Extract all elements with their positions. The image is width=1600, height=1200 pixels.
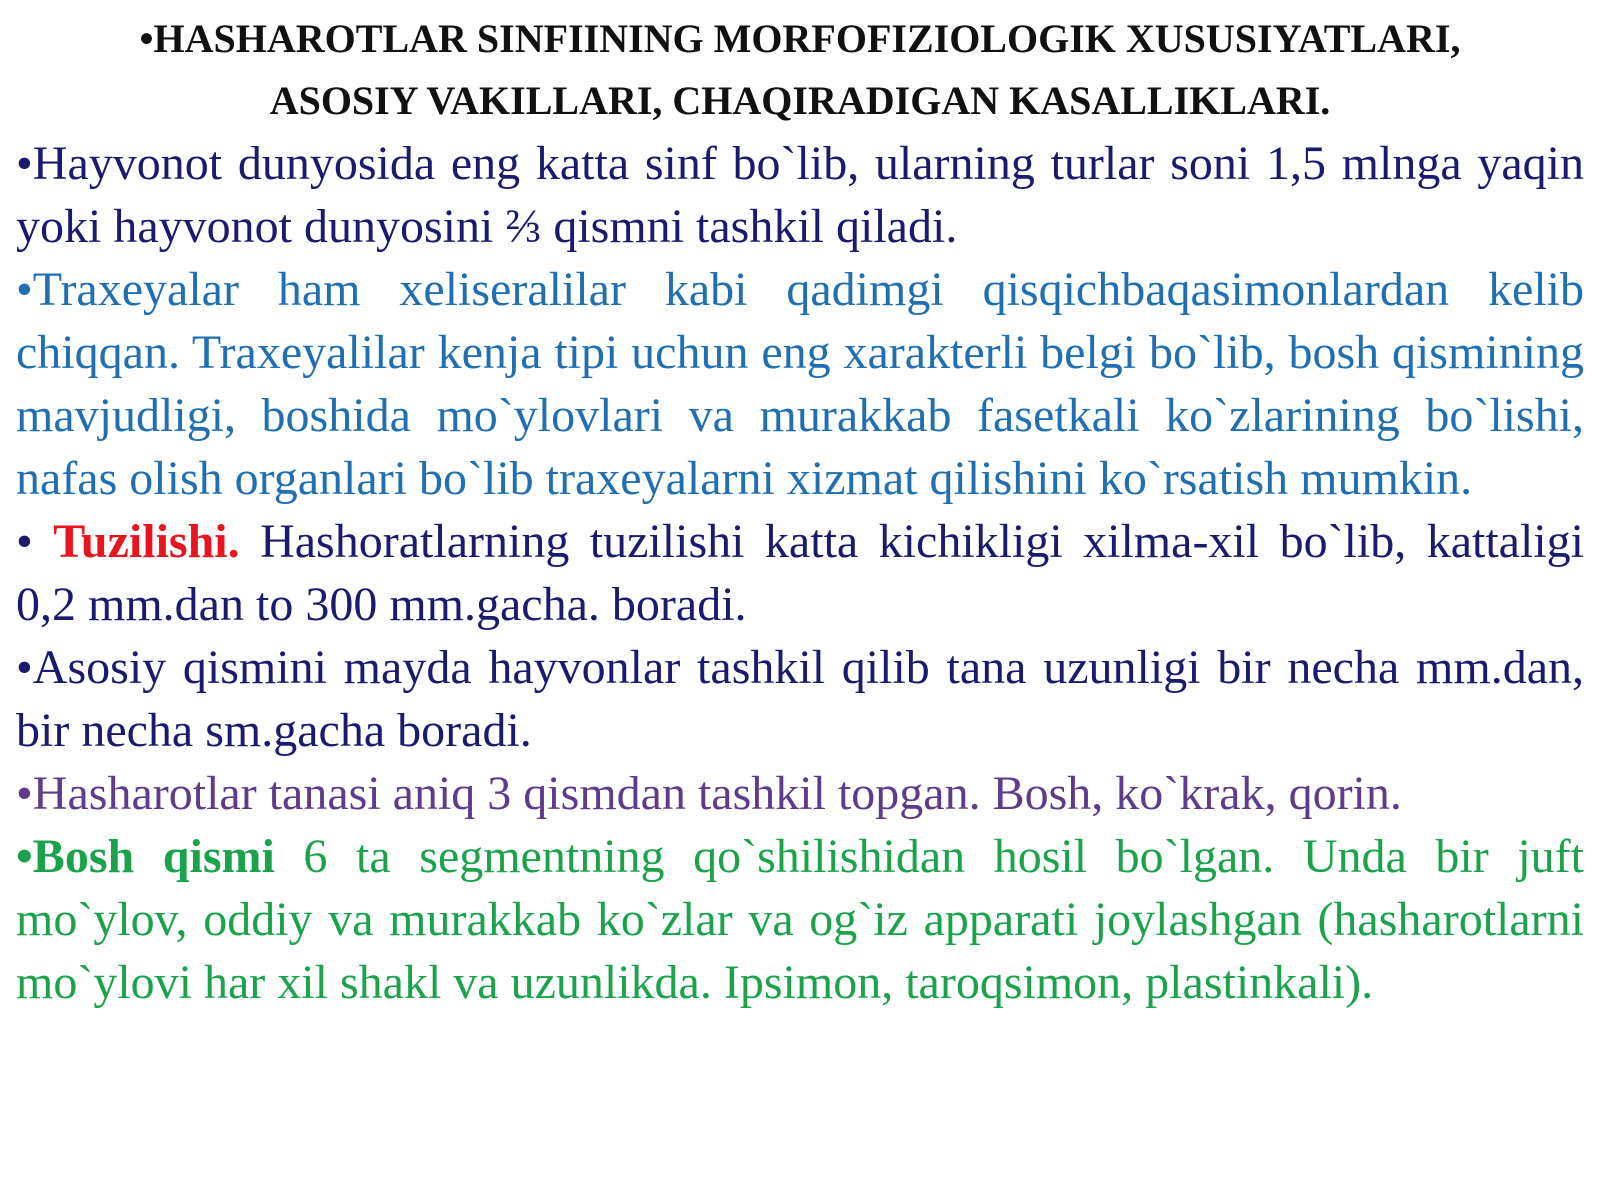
- title-line-2: ASOSIY VAKILLARI, CHAQIRADIGAN KASALLIKLARI.: [269, 78, 1331, 123]
- paragraph-body-parts: •Hasharotlar tanasi aniq 3 qismdan tashkil topgan. Bosh, ko`krak, qorin.: [16, 767, 1402, 820]
- bullet: •: [16, 515, 54, 568]
- head-label: •Bosh qismi: [16, 830, 275, 883]
- slide-title: [16, 8, 1584, 132]
- paragraph-structure: [16, 510, 1584, 636]
- structure-label: Tuzilishi.: [53, 515, 240, 568]
- structure-text: Hashoratlarning tuzilishi katta kichikligi xilma-xil bo`lib, kattaligi 0,2 mm.dan to 300 mm.gacha. boradi.: [16, 515, 1584, 631]
- head-text: 6 ta segmentning qo`shilishidan hosil bo`lgan. Unda bir juft mo`ylov, oddiy va murakkab ko`zlar va og`iz apparati joylashgan (hasharotlarni mo`ylovi har xil shakl va uzunlikda. Ipsimon, taroqsimon, plastinkali).: [16, 830, 1584, 1009]
- title-line-1: •HASHAROTLAR SINFIINING MORFOFIZIOLOGIK XUSUSIYATLARI,: [139, 16, 1461, 61]
- slide: [16, 8, 1584, 1014]
- paragraph-body-length: •Asosiy qismini mayda hayvonlar tashkil qilib tana uzunligi bir necha mm.dan, bir necha sm.gacha boradi.: [16, 641, 1584, 757]
- paragraph-class-size: •Hayvonot dunyosida eng katta sinf bo`lib, ularning turlar soni 1,5 mlnga yaqin yoki hayvonot dunyosini ⅔ qismni tashkil qiladi.: [16, 137, 1584, 253]
- paragraph-origin: •Traxeyalar ham xeliseralilar kabi qadimgi qisqichbaqasimonlardan kelib chiqqan. Traxeyalilar kenja tipi uchun eng xarakterli belgi bo`lib, bosh qismining mavjudligi, boshida mo`ylovlari va murakkab fasetkali ko`zlarining bo`lishi, nafas olish organlari bo`lib traxeyalarni xizmat qilishini ko`rsatish mumkin.: [16, 263, 1584, 505]
- paragraph-head: [16, 825, 1584, 1014]
